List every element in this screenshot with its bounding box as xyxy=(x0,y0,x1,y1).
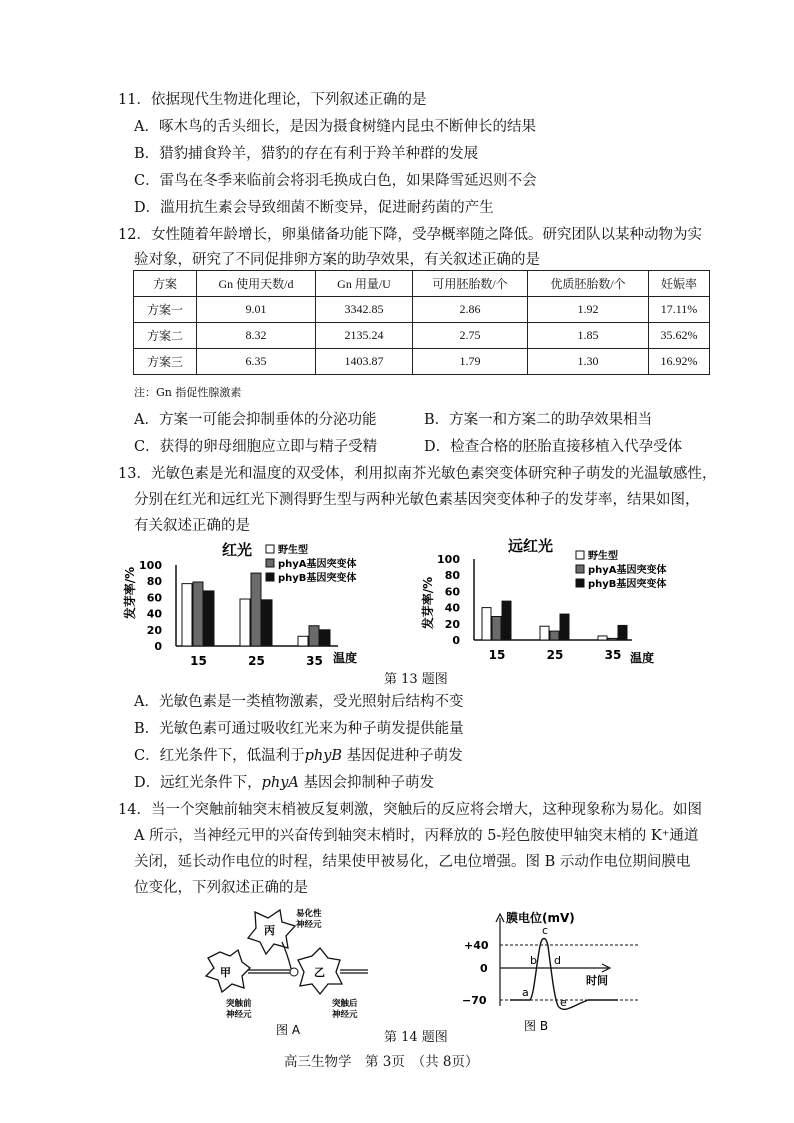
y-axis-label: 膜电位(mV) xyxy=(506,911,575,925)
q11-option-a: A．啄木鸟的舌头细长，是因为摄食树缝内昆虫不断伸长的结果 xyxy=(134,119,536,135)
y-tick-label: 60 xyxy=(444,585,460,599)
y-tick-label: 80 xyxy=(444,569,460,583)
bar-phyB xyxy=(502,601,511,640)
chart-ylabel: 发芽率/% xyxy=(421,576,435,630)
table-cell: 1403.87 xyxy=(316,349,413,375)
q12-option-c: C．获得的卵母细胞应立即与精子受精 xyxy=(134,439,378,455)
figure-a-neuron-diagram xyxy=(200,900,370,1040)
legend-label: phyB基因突变体 xyxy=(588,579,667,590)
y-tick-labels xyxy=(139,559,162,653)
chart-title: 红光 xyxy=(222,541,253,559)
chart-xlabel: 温度 xyxy=(333,651,358,665)
q13-stem-line1: 13．光敏色素是光和温度的双受体，利用拟南芥光敏色素突变体研究种子萌发的光温敏感性， xyxy=(118,466,717,482)
q14-figure-caption: 第 14 题图 xyxy=(384,1030,448,1045)
jia-axon xyxy=(248,970,290,973)
facilitating-neuron-label-1: 易化性 xyxy=(296,909,322,919)
q13-option-d-gene: phyA xyxy=(261,775,299,791)
y-tick-label: 0 xyxy=(154,640,162,653)
bar-phyB xyxy=(560,614,569,640)
q14-stem-line4: 位变化，下列叙述正确的是 xyxy=(134,880,308,896)
bar-phyB xyxy=(262,600,272,646)
bar-wild-type xyxy=(540,626,549,640)
x-tick-label: 25 xyxy=(248,654,265,668)
y-tick-label: 100 xyxy=(437,553,460,566)
y-tick-label: 40 xyxy=(146,607,162,621)
x-tick-label: 25 xyxy=(546,648,564,662)
q11-option-d: D．滥用抗生素会导致细菌不断变异，促进耐药菌的产生 xyxy=(134,200,494,216)
y-tick-label: 100 xyxy=(139,559,162,572)
bar-wild-type xyxy=(482,608,491,640)
table-row xyxy=(134,349,710,375)
q12-stem-line1: 12．女性随着年龄增长，卵巢储备功能下降，受孕概率随之降低。研究团队以某种动物为实 xyxy=(118,227,702,243)
jia-label: 甲 xyxy=(220,966,231,979)
presynaptic-label-2: 神经元 xyxy=(226,1010,252,1020)
x-tick-label: 35 xyxy=(604,648,622,662)
point-b-label: b xyxy=(530,954,537,967)
table-cell: 方案二 xyxy=(134,323,197,349)
bar-wild-type xyxy=(182,584,192,646)
legend-swatch xyxy=(266,573,274,581)
point-c-label: c xyxy=(542,924,549,937)
legend-label: 野生型 xyxy=(588,551,618,562)
chart-ylabel: 发芽率/% xyxy=(123,566,137,620)
q13-option-c-gene: phyB xyxy=(304,748,343,764)
table-cell: 1.85 xyxy=(528,323,649,349)
axon-terminal xyxy=(290,968,298,976)
bar-phyA xyxy=(309,626,319,646)
q12-stem-line2: 验对象，研究了不同促排卵方案的助孕效果，有关叙述正确的是 xyxy=(134,252,540,268)
q13-option-a: A．光敏色素是一类植物激素，受光照射后结构不变 xyxy=(134,694,464,710)
page-footer: 高三生物学 第 3页 （共 8页） xyxy=(284,1054,479,1070)
q13-option-c xyxy=(134,744,463,765)
y-tick-label: 20 xyxy=(146,623,162,637)
chart-xlabel: 温度 xyxy=(630,651,655,665)
legend-swatch xyxy=(266,545,274,553)
q12-note: 注：Gn 指促性腺激素 xyxy=(134,386,242,399)
y-tick-label: 60 xyxy=(146,591,162,605)
legend-label: 野生型 xyxy=(278,545,308,556)
bar-group xyxy=(182,573,330,646)
q12-option-a: A．方案一可能会抑制垂体的分泌功能 xyxy=(134,412,377,428)
legend-swatch xyxy=(576,551,584,559)
bar-phyA xyxy=(492,617,501,640)
point-a-label: a xyxy=(522,986,529,999)
bar-phyA xyxy=(193,582,203,646)
q13-option-d xyxy=(134,771,434,792)
bar-phyB xyxy=(618,625,627,640)
y-tick-label: 80 xyxy=(146,575,162,589)
q11-stem: 11．依据现代生物进化理论，下列叙述正确的是 xyxy=(118,92,427,108)
q13-figure-caption: 第 13 题图 xyxy=(384,672,448,687)
table-cell: 2.75 xyxy=(413,323,528,349)
table-cell: 16.92% xyxy=(649,349,710,375)
chart-title: 远红光 xyxy=(508,537,554,555)
bar-phyA xyxy=(608,638,617,640)
table-row xyxy=(134,323,710,349)
table-cell: 6.35 xyxy=(197,349,316,375)
q13-option-d-text-end: 基因会抑制种子萌发 xyxy=(298,775,435,791)
table-header-cell: Gn 用量/U xyxy=(316,271,413,297)
legend-swatch xyxy=(576,579,584,587)
q12-option-b: B．方案一和方案二的助孕效果相当 xyxy=(424,412,653,428)
table-cell: 方案一 xyxy=(134,297,197,323)
table-cell: 2.86 xyxy=(413,297,528,323)
x-tick-label: 15 xyxy=(488,648,506,662)
yi-label: 乙 xyxy=(314,966,325,979)
q14-stem-line1: 14．当一个突触前轴突末梢被反复刺激，突触后的反应将会增大，这种现象称为易化。如图 xyxy=(118,802,702,818)
legend-swatch xyxy=(576,565,584,573)
figure-b-action-potential-graph xyxy=(448,906,648,1036)
q14-stem-line2: A 所示，当神经元甲的兴奋传到轴突末梢时，丙释放的 5-羟色胺使甲轴突末梢的 K⁺通道 xyxy=(134,828,699,844)
table-header-cell: 方案 xyxy=(134,271,197,297)
table-cell: 方案三 xyxy=(134,349,197,375)
plus40-label: +40 xyxy=(464,939,489,952)
table-header-cell: 妊娠率 xyxy=(649,271,710,297)
bar-group xyxy=(482,601,627,640)
table-cell: 8.32 xyxy=(197,323,316,349)
chart-legend xyxy=(266,543,357,584)
table-header-cell: 优质胚胎数/个 xyxy=(528,271,649,297)
minus70-label: −70 xyxy=(462,994,487,1007)
table-cell: 2135.24 xyxy=(316,323,413,349)
legend-label: phyA基因突变体 xyxy=(278,559,357,570)
q12-data-table xyxy=(133,270,710,375)
far-red-light-chart xyxy=(418,535,698,670)
legend-label: phyB基因突变体 xyxy=(278,573,357,584)
q13-option-d-text: D．远红光条件下， xyxy=(134,775,262,791)
chart-legend xyxy=(576,549,667,590)
table-cell: 3342.85 xyxy=(316,297,413,323)
zero-label: 0 xyxy=(480,962,488,975)
q12-option-d: D．检查合格的胚胎直接移植入代孕受体 xyxy=(424,439,683,455)
bar-phyA xyxy=(550,631,559,640)
legend-label: phyA基因突变体 xyxy=(588,565,667,576)
table-cell: 35.62% xyxy=(649,323,710,349)
bing-label: 丙 xyxy=(264,924,275,937)
red-light-chart xyxy=(118,535,388,670)
table-cell: 1.79 xyxy=(413,349,528,375)
y-tick-label: 0 xyxy=(452,634,460,647)
legend-swatch xyxy=(266,559,274,567)
q13-stem-line2: 分别在红光和远红光下测得野生型与两种光敏色素基因突变体种子的发芽率，结果如图， xyxy=(134,492,700,508)
point-d-label: d xyxy=(554,954,561,967)
y-tick-label: 20 xyxy=(444,617,460,631)
q13-option-b: B．光敏色素可通过吸收红光来为种子萌发提供能量 xyxy=(134,721,464,737)
table-cell: 9.01 xyxy=(197,297,316,323)
q11-option-c: C．雷鸟在冬季来临前会将羽毛换成白色，如果降雪延迟则不会 xyxy=(134,173,537,189)
x-tick-labels xyxy=(489,648,622,662)
bar-phyA xyxy=(251,573,261,646)
bar-wild-type xyxy=(298,636,308,646)
figure-b-label: 图 B xyxy=(524,1019,549,1033)
q13-option-c-text: C．红光条件下，低温利于 xyxy=(134,748,305,764)
y-tick-labels xyxy=(437,553,460,647)
y-tick-label: 40 xyxy=(444,601,460,615)
table-cell: 1.92 xyxy=(528,297,649,323)
q11-option-b: B．猎豹捕食羚羊，猎豹的存在有利于羚羊种群的发展 xyxy=(134,146,479,162)
x-tick-label: 15 xyxy=(190,654,207,668)
x-tick-label: 35 xyxy=(306,654,323,668)
postsynaptic-label-1: 突触后 xyxy=(332,999,358,1009)
postsynaptic-label-2: 神经元 xyxy=(332,1010,358,1020)
bar-phyB xyxy=(320,630,330,646)
q13-option-c-text-end: 基因促进种子萌发 xyxy=(342,748,463,764)
figure-a-label: 图 A xyxy=(276,1023,301,1037)
x-axis-label: 时间 xyxy=(586,974,608,987)
bar-wild-type xyxy=(240,599,250,646)
q14-stem-line3: 关闭，延长动作电位的时程，结果使甲被易化，乙电位增强。图 B 示动作电位期间膜电 xyxy=(134,854,691,870)
facilitating-neuron-label-2: 神经元 xyxy=(296,920,322,930)
bar-wild-type xyxy=(598,636,607,640)
q13-stem-line3: 有关叙述正确的是 xyxy=(134,518,250,534)
bar-phyB xyxy=(204,591,214,646)
table-cell: 1.30 xyxy=(528,349,649,375)
table-header-cell: Gn 使用天数/d xyxy=(197,271,316,297)
yi-axon xyxy=(340,970,368,973)
x-tick-labels xyxy=(190,654,323,668)
point-e-label: e xyxy=(560,996,567,1009)
table-header-row xyxy=(134,271,710,297)
table-header-cell: 可用胚胎数/个 xyxy=(413,271,528,297)
presynaptic-label-1: 突触前 xyxy=(226,999,252,1009)
table-row xyxy=(134,297,710,323)
table-cell: 17.11% xyxy=(649,297,710,323)
